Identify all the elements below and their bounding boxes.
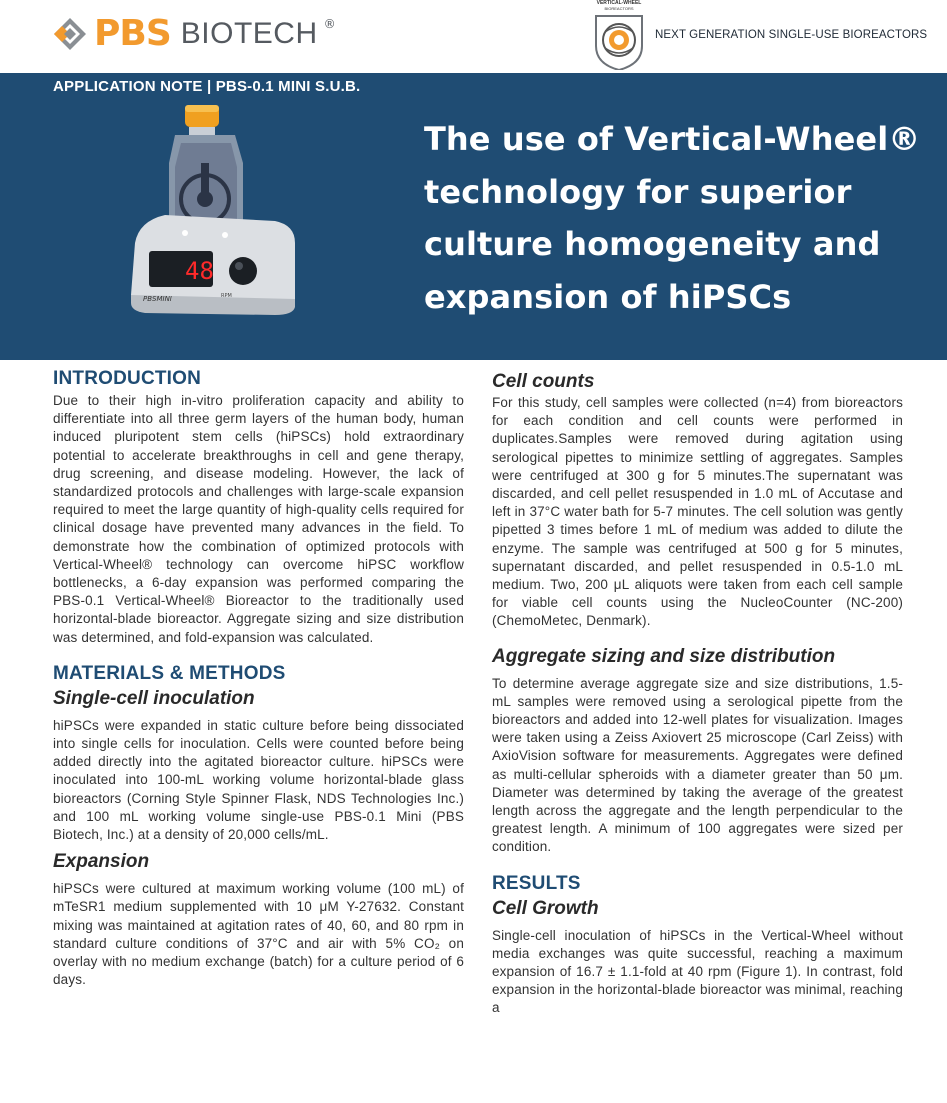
- application-note-label: APPLICATION NOTE | PBS-0.1 MINI S.U.B.: [53, 78, 361, 95]
- device-rpm-label: RPM: [221, 293, 232, 299]
- introduction-heading: INTRODUCTION: [53, 368, 202, 389]
- cell-growth-heading: Cell Growth: [492, 897, 599, 919]
- vertical-wheel-badge: [590, 0, 648, 72]
- pbs-biotech-logo: [52, 14, 336, 54]
- device-brand-label: PBSMINI: [143, 295, 172, 303]
- pbs-diamond-icon: [52, 16, 88, 52]
- pbs-mini-bioreactor-image: [125, 103, 315, 323]
- results-heading: RESULTS: [492, 872, 581, 894]
- single-cell-inoculation-heading: Single-cell inoculation: [53, 687, 255, 709]
- single-cell-inoculation-text: hiPSCs were expanded in static culture before being dissociated into single cells for inoculation. Cells were counted before being added directly into the agitated bioreactor culture. hiPSCs were inoculated into 100-mL working volume horizontal-blade glass bioreactors (Corning Style Spinner Flask, NDS Technologies Inc.) and 100 mL working volume single-use PBS-0.1 Mini (PBS Biotech, Inc.) at a density of 20,000 cells/mL.: [53, 717, 464, 843]
- aggregate-sizing-text: To determine average aggregate size and size distributions, 1.5-mL samples were removed using a serological pipette from the bioreactors and added into 12-well plates for visualization. Images were taken using a Zeiss Axiovert 25 microscope (Carl Zeiss) with AxioVision software for measurements. Aggregates were defined as multi-cellular spheroids with a diameter greater than 50 μm. Diameter was determined by taking the average of the greatest length across the aggregate and the length perpendicular to the greatest length. A minimum of 100 aggregates were sized per condition.: [492, 675, 903, 855]
- badge-title: VERTICAL-WHEEL: [596, 0, 642, 6]
- cell-growth-text: Single-cell inoculation of hiPSCs in the Vertical-Wheel without media exchanges was quite successful, reaching a maximum expansion of 16.7 ± 1.1-fold at 40 rpm (Figure 1). In contrast, fold expansion in the horizontal-blade bioreactor was minimal, reaching a: [492, 927, 903, 1016]
- left-column: [53, 366, 464, 989]
- logo-registered-mark: ®: [323, 17, 336, 31]
- document-title: The use of Vertical-Wheel® technology for superior culture homogeneity and expansion of hiPSCs: [424, 120, 921, 316]
- expansion-text: hiPSCs were cultured at maximum working volume (100 mL) of mTeSR1 medium supplemented with 10 μM Y-27632. Constant mixing was maintained at agitation rates of 40, 60, and 80 rpm in standard culture conditions of 37°C and air with 5% CO₂ on overlay with no medium exchange (batch) for a culture period of 6 days.: [53, 881, 464, 988]
- cell-counts-text: For this study, cell samples were collected (n=4) from bioreactors for each condition and cell counts were performed in duplicates.Samples were removed during agitation using serological pipettes to minimize settling of aggregates. Samples were centrifuged at 300 g for 5 minutes.The supernatant was discarded, and cell pellet resuspended in 1.0 mL of Accutase and left in 37°C water bath for 5-7 minutes. The cell solution was gently pipetted 3 times before 1 mL of medium was added to dilute the enzyme. The sample was centrifuged at 500 g for 5 minutes, supernatant discarded, and pellet resuspended in 0.5-1.0 mL medium. Two, 200 μL aliquots were taken from each cell sample for viable cell counts using the NucleoCounter (NC-200) (ChemoMetec, Denmark).: [492, 395, 903, 629]
- badge-subtitle: BIOREACTORS: [604, 6, 634, 11]
- logo-biotech-text: BIOTECH: [180, 17, 318, 50]
- page-header: [0, 0, 947, 73]
- tagline: NEXT GENERATION SINGLE-USE BIOREACTORS: [655, 29, 928, 41]
- cell-counts-heading: Cell counts: [492, 371, 595, 392]
- vertical-wheel-icon: [590, 12, 648, 70]
- aggregate-sizing-heading: Aggregate sizing and size distribution: [492, 645, 836, 667]
- device-display-value: 48: [185, 257, 214, 285]
- expansion-heading: Expansion: [53, 851, 150, 873]
- title-banner: [0, 73, 947, 360]
- right-column: [492, 366, 903, 1018]
- introduction-text: Due to their high in-vitro proliferation capacity and ability to differentiate into all three germ layers of the human body, human induced pluripotent stem cells (hiPSCs) hold extraordinary potential to accelerate breakthroughs in cell and gene therapy, drug screening, and disease modeling. However, the lack of standardized protocols and challenges with large-scale expansion required to meet the large quantity of high-quality cells required for clinical dosage have prevented many advances in the field. To demonstrate how the combination of optimized protocols with Vertical-Wheel® technology can overcome hiPSC workflow bottlenecks, a 6-day expansion was performed comparing the PBS-0.1 Vertical-Wheel® Bioreactor to the traditionally used horizontal-blade bioreactor. Aggregate sizing and size distribution was determined, and fold-expansion was calculated.: [53, 393, 464, 645]
- materials-methods-heading: MATERIALS & METHODS: [53, 662, 286, 684]
- logo-pbs-text: PBS: [94, 13, 171, 54]
